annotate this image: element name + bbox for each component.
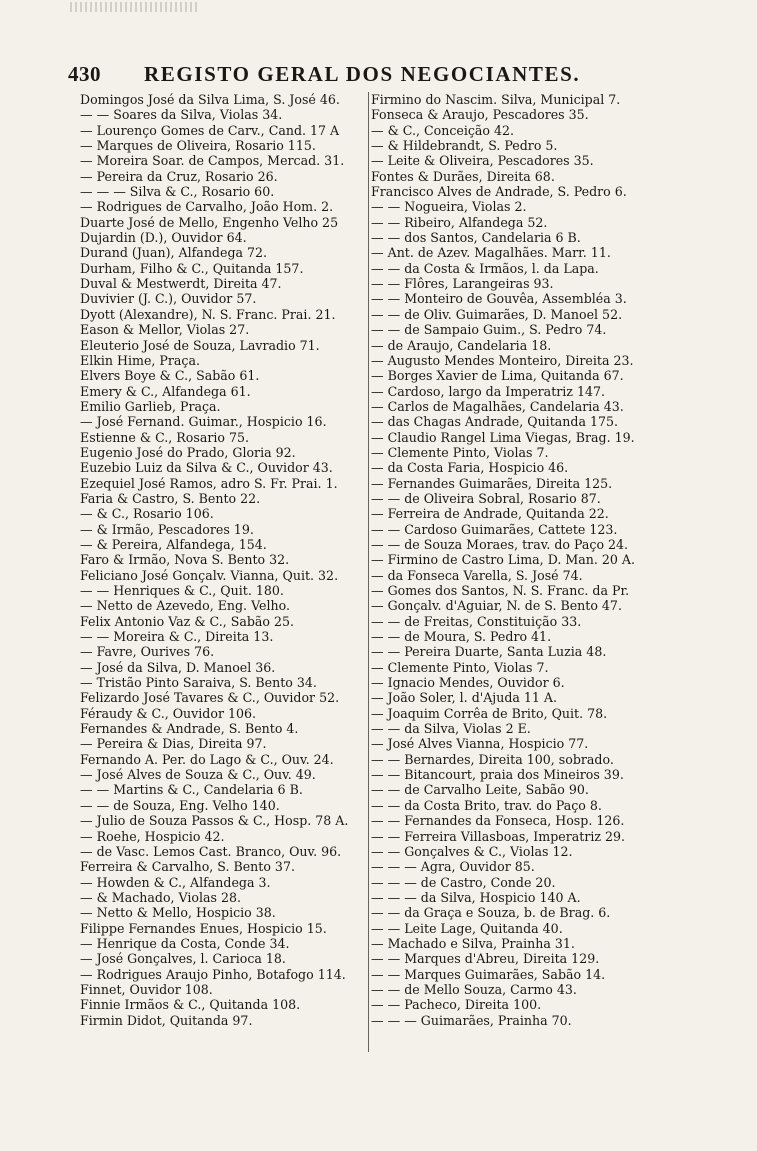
directory-entry: — — de Mello Souza, Carmo 43. (371, 981, 577, 997)
right-column (371, 92, 661, 1028)
directory-entry: Fonseca & Araujo, Pescadores 35. (371, 107, 589, 123)
directory-entry: — Netto de Azevedo, Eng. Velho. (80, 598, 290, 614)
directory-entry: — Tristão Pinto Saraiva, S. Bento 34. (80, 675, 317, 691)
directory-entry: — — — da Silva, Hospicio 140 A. (371, 889, 581, 905)
directory-entry: — — da Costa & Irmãos, l. da Lapa. (371, 260, 599, 276)
directory-entry: — Fernandes Guimarães, Direita 125. (371, 475, 613, 491)
directory-entry: — — Pereira Duarte, Santa Luzia 48. (371, 644, 607, 660)
running-title: REGISTO GERAL DOS NEGOCIANTES. (144, 62, 581, 86)
directory-entry: — — Monteiro de Gouvêa, Assembléa 3. (371, 291, 627, 307)
directory-entry: Emery & C., Alfandega 61. (80, 383, 251, 399)
directory-entry: — — Henriques & C., Quit. 180. (80, 583, 284, 598)
directory-entry: — — Flôres, Larangeiras 93. (371, 276, 554, 292)
directory-entry: — — Ferreira Villasboas, Imperatriz 29. (371, 828, 626, 844)
directory-entry: Firmino do Nascim. Silva, Municipal 7. (371, 92, 621, 107)
directory-entry: — — da Costa Brito, trav. do Paço 8. (371, 797, 602, 813)
directory-entry: Ezequiel José Ramos, adro S. Fr. Prai. 1. (80, 475, 338, 491)
directory-entry: — Firmino de Castro Lima, D. Man. 20 A. (371, 552, 635, 568)
directory-entry: — — Cardoso Guimarães, Cattete 123. (371, 521, 618, 537)
directory-entry: Fernando A. Per. do Lago & C., Ouv. 24. (80, 751, 334, 767)
directory-entry: — Gomes dos Santos, N. S. Franc. da Pr. (371, 583, 630, 598)
directory-entry: — José Alves Vianna, Hospicio 77. (371, 736, 589, 752)
directory-entry: — José Alves de Souza & C., Ouv. 49. (80, 767, 316, 783)
directory-entry: Francisco Alves de Andrade, S. Pedro 6. (371, 184, 627, 200)
directory-entry: — — — de Castro, Conde 20. (371, 874, 556, 890)
directory-entry: — — Gonçalves & C., Violas 12. (371, 843, 573, 859)
directory-entry: Durand (Juan), Alfandega 72. (80, 245, 268, 261)
ink-smudge (70, 2, 200, 12)
directory-entry: — — Marques Guimarães, Sabão 14. (371, 966, 606, 982)
directory-entry: Eugenio José do Prado, Gloria 92. (80, 444, 296, 460)
directory-entry: — Claudio Rangel Lima Viegas, Brag. 19. (371, 429, 635, 445)
directory-entry: Eason & Mellor, Violas 27. (80, 322, 250, 338)
column-divider (368, 92, 369, 1052)
page-number: 430 (68, 62, 101, 86)
directory-entry: — — Martins & C., Candelaria 6 B. (80, 782, 303, 798)
directory-entry: — — da Graça e Souza, b. de Brag. 6. (371, 905, 611, 921)
directory-entry: — & Irmão, Pescadores 19. (80, 521, 254, 537)
directory-entry: — Marques de Oliveira, Rosario 115. (80, 138, 316, 154)
directory-entry: — — de Oliv. Guimarães, D. Manoel 52. (371, 306, 623, 322)
directory-entry: Duval & Mestwerdt, Direita 47. (80, 276, 282, 292)
directory-entry: — Julio de Souza Passos & C., Hosp. 78 A. (80, 813, 349, 829)
directory-entry: Domingos José da Silva Lima, S. José 46. (80, 92, 340, 107)
directory-entry: — da Fonseca Varella, S. José 74. (371, 567, 583, 583)
directory-entry: — — Pacheco, Direita 100. (371, 997, 542, 1013)
directory-entry: — — — Silva & C., Rosario 60. (80, 184, 275, 200)
directory-entry: — — de Sampaio Guim., S. Pedro 74. (371, 322, 607, 338)
directory-entry: — Carlos de Magalhães, Candelaria 43. (371, 398, 624, 414)
directory-entry: Filippe Fernandes Enues, Hospicio 15. (80, 920, 327, 936)
directory-entry: Duarte José de Mello, Engenho Velho 25 (80, 214, 339, 230)
directory-entry: — — Ribeiro, Alfandega 52. (371, 214, 548, 230)
directory-entry: — Rodrigues Araujo Pinho, Botafogo 114. (80, 966, 346, 982)
directory-entry: Faro & Irmão, Nova S. Bento 32. (80, 552, 290, 568)
directory-entry: — — de Moura, S. Pedro 41. (371, 629, 552, 645)
directory-columns (80, 92, 660, 1082)
directory-entry: Elkin Hime, Praça. (80, 352, 200, 368)
directory-entry: Duvivier (J. C.), Ouvidor 57. (80, 291, 257, 307)
directory-entry: — Ferreira de Andrade, Quitanda 22. (371, 506, 609, 522)
directory-entry: — — Moreira & C., Direita 13. (80, 629, 274, 645)
directory-entry: — — de Freitas, Constituição 33. (371, 613, 582, 629)
directory-entry: Dyott (Alexandre), N. S. Franc. Prai. 21. (80, 306, 336, 322)
directory-entry: Féraudy & C., Ouvidor 106. (80, 705, 257, 721)
directory-entry: — de Araujo, Candelaria 18. (371, 337, 552, 353)
directory-entry: — — de Souza Moraes, trav. do Paço 24. (371, 536, 629, 552)
directory-entry: — Ignacio Mendes, Ouvidor 6. (371, 675, 565, 691)
directory-entry: Finnet, Ouvidor 108. (80, 981, 213, 997)
directory-entry: Felizardo José Tavares & C., Ouvidor 52. (80, 690, 340, 706)
directory-entry: — Augusto Mendes Monteiro, Direita 23. (371, 352, 634, 368)
directory-entry: — Leite & Oliveira, Pescadores 35. (371, 153, 594, 169)
directory-entry: — Rodrigues de Carvalho, João Hom. 2. (80, 199, 334, 215)
directory-entry: — Netto & Mello, Hospicio 38. (80, 905, 276, 921)
directory-entry: — Ant. de Azev. Magalhães. Marr. 11. (371, 245, 611, 261)
directory-entry: Eleuterio José de Souza, Lavradio 71. (80, 337, 320, 353)
directory-entry: — — Bitancourt, praia dos Mineiros 39. (371, 767, 624, 783)
directory-entry: — Cardoso, largo da Imperatriz 147. (371, 383, 605, 399)
directory-entry: Faria & Castro, S. Bento 22. (80, 490, 261, 506)
directory-entry: — João Soler, l. d'Ajuda 11 A. (371, 690, 558, 706)
directory-entry: Dujardin (D.), Ouvidor 64. (80, 230, 247, 246)
directory-entry: Felix Antonio Vaz & C., Sabão 25. (80, 613, 295, 629)
directory-entry: — Roehe, Hospicio 42. (80, 828, 225, 844)
directory-entry: Euzebio Luiz da Silva & C., Ouvidor 43. (80, 460, 333, 476)
directory-entry: — — — Agra, Ouvidor 85. (371, 859, 535, 875)
directory-entry: — Pereira & Dias, Direita 97. (80, 736, 267, 752)
directory-entry: Fernandes & Andrade, S. Bento 4. (80, 721, 299, 737)
directory-entry: — Lourenço Gomes de Carv., Cand. 17 A (80, 122, 340, 138)
directory-entry: — José Gonçalves, l. Carioca 18. (80, 951, 286, 967)
directory-entry: — — — Guimarães, Prainha 70. (371, 1012, 572, 1028)
directory-entry: Elvers Boye & C., Sabão 61. (80, 368, 260, 384)
directory-entry: — Howden & C., Alfandega 3. (80, 874, 271, 890)
directory-entry: — Joaquim Corrêa de Brito, Quit. 78. (371, 705, 608, 721)
directory-entry: — — de Souza, Eng. Velho 140. (80, 797, 280, 813)
directory-entry: — — de Carvalho Leite, Sabão 90. (371, 782, 589, 798)
directory-entry: — — dos Santos, Candelaria 6 B. (371, 230, 581, 246)
directory-entry: — Henrique da Costa, Conde 34. (80, 935, 290, 951)
directory-entry: — Machado e Silva, Prainha 31. (371, 935, 575, 951)
directory-entry: — Moreira Soar. de Campos, Mercad. 31. (80, 153, 345, 169)
directory-entry: Finnie Irmãos & C., Quitanda 108. (80, 997, 301, 1013)
directory-entry: Fontes & Durães, Direita 68. (371, 168, 555, 184)
directory-entry: — — Nogueira, Violas 2. (371, 199, 527, 215)
directory-entry: — José da Silva, D. Manoel 36. (80, 659, 276, 675)
directory-entry: — & C., Conceição 42. (371, 122, 515, 138)
directory-entry: Emilio Garlieb, Praça. (80, 398, 221, 414)
directory-entry: Firmin Didot, Quitanda 97. (80, 1012, 253, 1028)
directory-entry: Feliciano José Gonçalv. Vianna, Quit. 32. (80, 567, 339, 583)
directory-entry: — & Pereira, Alfandega, 154. (80, 536, 267, 552)
directory-entry: — & C., Rosario 106. (80, 506, 214, 522)
directory-entry: — & Hildebrandt, S. Pedro 5. (371, 138, 558, 154)
directory-entry: — Clemente Pinto, Violas 7. (371, 444, 549, 460)
directory-entry: — Pereira da Cruz, Rosario 26. (80, 168, 278, 184)
directory-entry: Ferreira & Carvalho, S. Bento 37. (80, 859, 295, 875)
directory-entry: Durham, Filho & C., Quitanda 157. (80, 260, 304, 276)
directory-entry: — — Fernandes da Fonseca, Hosp. 126. (371, 813, 625, 829)
directory-entry: — da Costa Faria, Hospicio 46. (371, 460, 569, 476)
directory-entry: — José Fernand. Guimar., Hospicio 16. (80, 414, 327, 430)
directory-entry: — — Soares da Silva, Violas 34. (80, 107, 283, 123)
left-column (80, 92, 366, 1028)
directory-entry: — de Vasc. Lemos Cast. Branco, Ouv. 96. (80, 843, 342, 859)
directory-entry: — & Machado, Violas 28. (80, 889, 242, 905)
directory-entry: — — Bernardes, Direita 100, sobrado. (371, 751, 614, 767)
directory-entry: — Gonçalv. d'Aguiar, N. de S. Bento 47. (371, 598, 622, 614)
directory-entry: Estienne & C., Rosario 75. (80, 429, 249, 445)
directory-entry: — Clemente Pinto, Violas 7. (371, 659, 549, 675)
directory-entry: — Favre, Ourives 76. (80, 644, 215, 660)
directory-entry: — — Marques d'Abreu, Direita 129. (371, 951, 600, 967)
directory-entry: — das Chagas Andrade, Quitanda 175. (371, 414, 618, 430)
directory-entry: — — da Silva, Violas 2 E. (371, 721, 531, 737)
page-header (68, 60, 648, 90)
directory-entry: — Borges Xavier de Lima, Quitanda 67. (371, 368, 624, 384)
directory-entry: — — de Oliveira Sobral, Rosario 87. (371, 490, 601, 506)
directory-entry: — — Leite Lage, Quitanda 40. (371, 920, 563, 936)
